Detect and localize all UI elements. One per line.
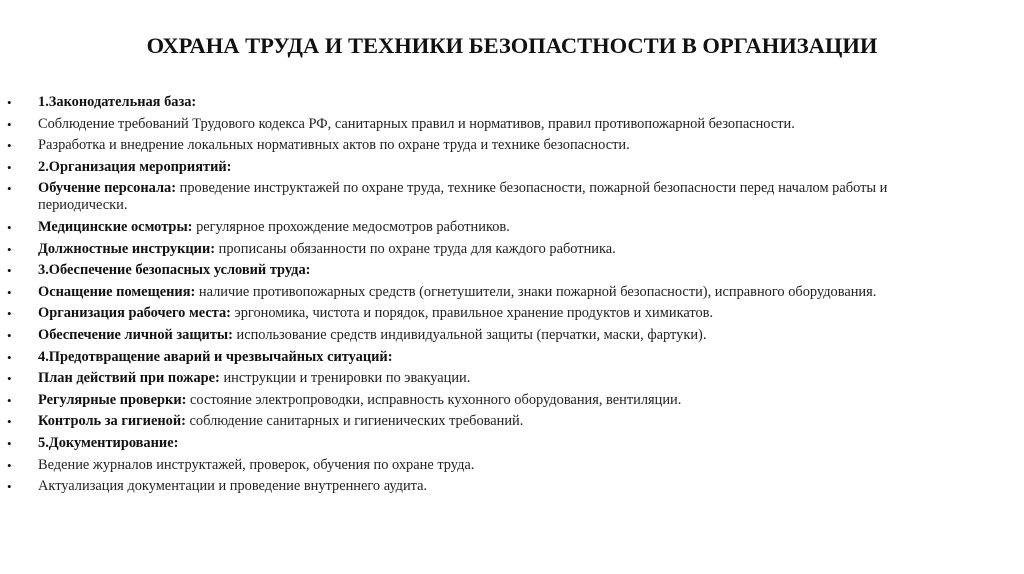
item-bold-text: Обучение персонала: — [38, 180, 177, 197]
bullet-icon: • — [7, 327, 12, 343]
bullet-icon: • — [7, 95, 12, 110]
bullet-icon: • — [7, 284, 12, 300]
bullet-icon: • — [7, 138, 12, 154]
item-bold-text: Регулярные проверки: — [38, 391, 187, 408]
bullet-icon: • — [7, 181, 12, 197]
item-bold-text: Контроль за гигиеной: — [38, 413, 186, 430]
list-item — [0, 94, 1024, 111]
list-item — [0, 327, 1024, 344]
item-bold-text: Оснащение помещения: — [38, 283, 196, 300]
bullet-icon: • — [7, 371, 12, 387]
item-text: Ведение журналов инструктажей, проверок, обучения по охране труда. — [38, 456, 475, 473]
item-bold-text: Должностные инструкции: — [38, 240, 216, 257]
list-item — [0, 262, 1024, 279]
bullet-icon: • — [7, 159, 12, 175]
list-item — [0, 241, 1024, 258]
list-item — [0, 180, 1024, 214]
item-bold-text: 4.Предотвращение аварий и чрезвычайных ситуаций: — [38, 348, 393, 365]
item-bold-text: Обеспечение личной защиты: — [38, 326, 233, 343]
bullet-icon: • — [7, 116, 12, 132]
item-bold-text: Медицинские осмотры: — [38, 218, 193, 235]
item-text: Разработка и внедрение локальных нормативных актов по охране труда и технике безопасности. — [38, 137, 630, 154]
bullet-list — [0, 94, 1024, 500]
list-item — [0, 116, 1024, 133]
list-item — [0, 159, 1024, 176]
slide-title: ОХРАНА ТРУДА И ТЕХНИКИ БЕЗОПАСТНОСТИ В ОРГАНИЗАЦИИ — [146, 33, 878, 58]
bullet-icon: • — [7, 241, 12, 257]
list-item — [0, 457, 1024, 474]
bullet-icon: • — [7, 479, 12, 495]
list-item — [0, 219, 1024, 236]
bullet-icon: • — [7, 349, 12, 365]
item-text: прописаны обязанности по охране труда для каждого работника. — [215, 240, 616, 257]
list-item — [0, 413, 1024, 430]
list-item — [0, 284, 1024, 301]
list-item — [0, 137, 1024, 154]
item-text: состояние электропроводки, исправность кухонного оборудования, вентиляции. — [186, 391, 682, 408]
list-item — [0, 478, 1024, 495]
item-text: наличие противопожарных средств (огнетушители, знаки пожарной безопасности), исправного оборудования. — [195, 283, 877, 300]
item-text: соблюдение санитарных и гигиенических требований. — [185, 413, 524, 430]
bullet-icon: • — [7, 219, 12, 235]
bullet-icon: • — [7, 306, 12, 322]
item-bold-text: Организация рабочего места: — [38, 305, 231, 322]
item-bold-text: 1.Законодательная база: — [38, 94, 197, 110]
item-bold-text: 5.Документирование: — [38, 434, 179, 451]
bullet-icon: • — [7, 263, 12, 279]
item-text: использование средств индивидуальной защиты (перчатки, маски, фартуки). — [232, 326, 707, 343]
item-text: Актуализация документации и проведение внутреннего аудита. — [38, 478, 428, 495]
bullet-icon: • — [7, 414, 12, 430]
list-item — [0, 392, 1024, 409]
list-item — [0, 305, 1024, 322]
item-text: Соблюдение требований Трудового кодекса РФ, санитарных правил и нормативов, правил противопожарной безопасности. — [38, 115, 795, 132]
list-item — [0, 349, 1024, 366]
item-bold-text: 2.Организация мероприятий: — [38, 158, 232, 175]
item-text: эргономика, чистота и порядок, правильное хранение продуктов и химикатов. — [230, 305, 714, 322]
list-item — [0, 370, 1024, 387]
item-text: инструкции и тренировки по эвакуации. — [219, 370, 471, 387]
bullet-icon: • — [7, 392, 12, 408]
item-bold-text: 3.Обеспечение безопасных условий труда: — [38, 262, 311, 279]
item-text: регулярное прохождение медосмотров работников. — [192, 218, 510, 235]
bullet-icon: • — [7, 435, 12, 451]
item-bold-text: План действий при пожаре: — [38, 370, 220, 387]
list-item — [0, 435, 1024, 452]
bullet-icon: • — [7, 457, 12, 473]
item-text: проведение инструктажей по охране труда, технике безопасности, пожарной безопасности перед началом работы и периодически. — [38, 180, 888, 214]
